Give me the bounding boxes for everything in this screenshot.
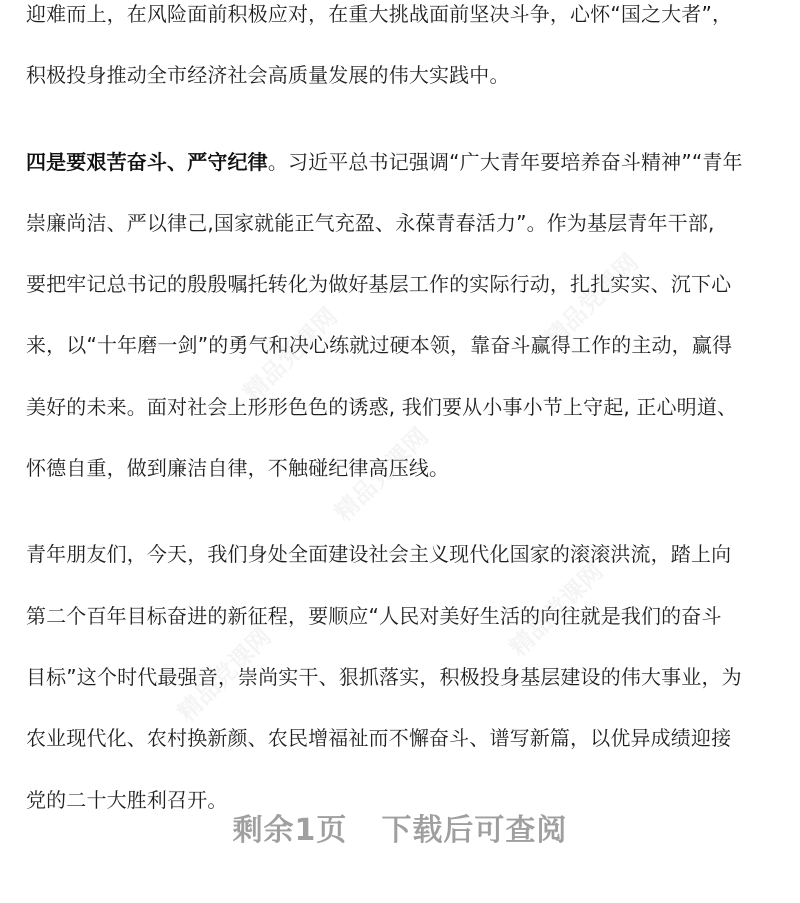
paragraph-line: 来，以“十年磨一剑”的勇气和决心练就过硬本领，靠奋斗赢得工作的主动，赢得 xyxy=(26,333,733,358)
paragraph-line: 怀德自重，做到廉洁自律，不触碰纪律高压线。 xyxy=(26,456,450,481)
paragraph-line: 。习近平总书记强调“广大青年要培养奋斗精神”“青年 xyxy=(267,149,743,174)
paragraph-line: 要把牢记总书记的殷殷嘱托转化为做好基层工作的实际行动，扎扎实实、沉下心 xyxy=(26,272,732,297)
paragraph-gap xyxy=(26,107,778,132)
download-hint-label: 下载后可查阅 xyxy=(381,813,568,848)
watermark: 精品党课网 xyxy=(172,622,277,728)
paragraph-line: 第二个百年目标奋进的新征程，要顺应“人民对美好生活的向往就是我们的奋斗 xyxy=(26,603,722,628)
watermark: 精品党课网 xyxy=(238,302,343,408)
paragraph-line: 崇廉尚洁、严以律己,国家就能正气充盈、永葆青春活力”。作为基层青年干部, xyxy=(26,210,715,235)
paragraph-gap xyxy=(26,499,778,524)
remaining-pages-label: 剩余1页 xyxy=(232,813,348,848)
paragraph-1 xyxy=(26,0,778,107)
watermark: 精品党课网 xyxy=(329,422,434,528)
paragraph-line: 积极投身推动全市经济社会高质量发展的伟大实践中。 xyxy=(26,63,510,88)
paragraph-line: 美好的未来。面对社会上形形色色的诱惑, 我们要从小事小节上守起, 正心明道、 xyxy=(26,394,738,419)
paragraph-heading: 四是要艰苦奋斗、严守纪律 xyxy=(26,149,268,174)
watermark: 精品党课网 xyxy=(504,557,609,663)
paragraph-line: 迎难而上，在风险面前积极应对，在重大挑战面前坚决斗争，心怀“国之大者”， xyxy=(26,2,733,26)
document-body xyxy=(26,0,778,831)
paragraph-line: 党的二十大胜利召开。 xyxy=(26,787,228,812)
paragraph-3 xyxy=(26,524,778,830)
paragraph-line: 农业现代化、农村换新颜、农民增福祉而不懈奋斗、谱写新篇，以优异成绩迎接 xyxy=(26,726,732,751)
watermark: 精品党课网 xyxy=(539,248,644,354)
download-footer xyxy=(0,805,800,849)
paragraph-line: 目标”这个时代最强音，崇尚实干、狠抓落实，积极投身基层建设的伟大事业，为 xyxy=(26,664,742,689)
paragraph-line: 青年朋友们，今天，我们身处全面建设社会主义现代化国家的滚滚洪流，踏上向 xyxy=(26,542,732,567)
paragraph-2 xyxy=(26,132,778,500)
